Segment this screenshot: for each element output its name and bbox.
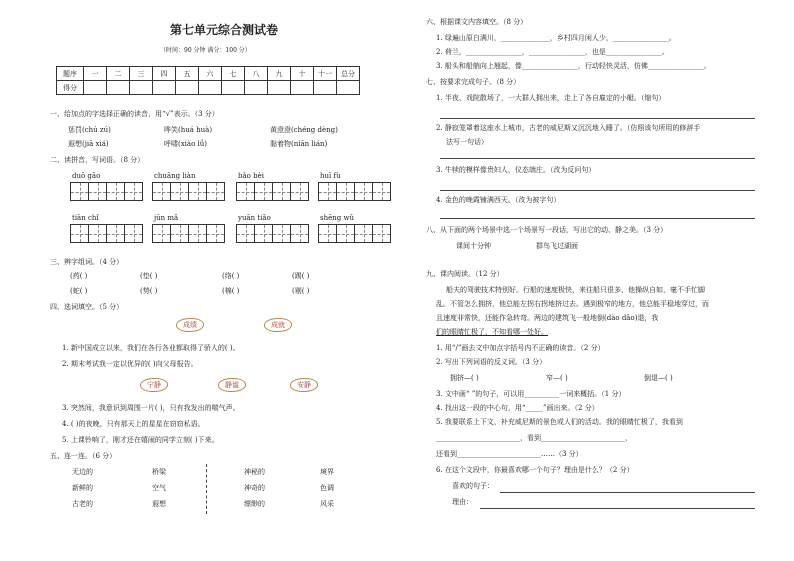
match-item[interactable]: 缥缈的 xyxy=(244,500,265,508)
writing-box[interactable] xyxy=(124,182,143,201)
match-item[interactable]: 色调 xyxy=(320,484,334,492)
pinyin-label: duō gāo xyxy=(72,172,101,180)
score-header-cell: 题序 xyxy=(57,67,84,81)
q8-heading: 八、从下面的两个场景中选一个场景写一段话，写出它的动、静之美。（3 分） xyxy=(426,226,668,234)
writing-box[interactable] xyxy=(236,224,255,243)
q9-line: 4. 找出这一段的中心句，用“_____”画出来。（2 分） xyxy=(436,404,599,412)
score-row-label: 得分 xyxy=(57,81,84,95)
q4-line: 1. 新中国成立以来，我们在各行各业都取得了骄人的( )。 xyxy=(62,344,240,352)
q7-heading: 七、按要求完成句子。（8 分） xyxy=(426,78,521,86)
word-option: 静谧 xyxy=(218,378,246,392)
passage-line: 们的眼睛忙极了，不知看哪一处好。 xyxy=(436,328,548,336)
writing-box[interactable] xyxy=(206,224,225,243)
pinyin-label: tiān chǐ xyxy=(72,214,99,222)
q3-item[interactable]: (棉( ) xyxy=(222,287,240,295)
score-header-cell: 七 xyxy=(222,67,245,81)
writing-box[interactable] xyxy=(290,182,309,201)
pinyin-label: bǎo bèi xyxy=(238,172,264,180)
q9-line: 1. 用“/”画去文中加点字括号内不正确的读音。（2 分） xyxy=(436,344,605,352)
antonym-blank[interactable]: 倒退—( ) xyxy=(644,374,673,382)
writing-box[interactable] xyxy=(318,182,337,201)
writing-box[interactable] xyxy=(206,182,225,201)
q1-item: 黄澄澄(chéng dèng) xyxy=(270,126,338,134)
q3-item[interactable]: (药( ) xyxy=(70,272,88,280)
scene-option: 群鸟飞过湖面 xyxy=(536,242,578,250)
q3-item[interactable]: (络( ) xyxy=(222,272,240,280)
word-option: 成就 xyxy=(264,318,292,332)
writing-grid[interactable] xyxy=(70,182,142,201)
passage-line: 且速度非常快，还能作急转弯。两边的建筑飞一般地倒(dào dǎo)退，我 xyxy=(436,314,659,322)
writing-box[interactable] xyxy=(354,224,373,243)
score-header-cell: 五 xyxy=(176,67,199,81)
writing-grid[interactable] xyxy=(152,224,224,243)
score-cell[interactable] xyxy=(153,81,176,95)
fav-sentence-label: 喜欢的句子： xyxy=(452,482,494,490)
word-option: 成绩 xyxy=(176,318,204,332)
score-table xyxy=(56,66,360,95)
q9-line: 还看到________________________……（3 分） xyxy=(436,450,583,458)
q9-line: 6. 在这个文段中，你最喜欢哪一个句子？理由是什么？（2 分） xyxy=(436,466,634,474)
score-cell[interactable] xyxy=(314,81,337,95)
passage-line: 乱。不管怎么拥挤，他总能左拐右拐地挤过去。遇到极窄的地方，他总能平稳地穿过，而 xyxy=(436,300,709,308)
pinyin-label: huī fù xyxy=(320,172,341,180)
match-item[interactable]: 神奇的 xyxy=(244,484,265,492)
writing-box[interactable] xyxy=(170,182,189,201)
writing-box[interactable] xyxy=(254,224,273,243)
answer-line[interactable] xyxy=(440,190,755,191)
answer-line[interactable] xyxy=(440,158,755,159)
pinyin-label: shēng wǔ xyxy=(320,214,354,222)
q1-item: 呼啸(xiào lǘ) xyxy=(164,140,208,148)
score-cell[interactable] xyxy=(176,81,199,95)
score-cell[interactable] xyxy=(291,81,314,95)
q2-heading: 二、读拼音，写词语。（8 分） xyxy=(50,156,145,164)
antonym-blank[interactable]: 窄—( ) xyxy=(546,374,568,382)
writing-box[interactable] xyxy=(372,182,391,201)
q4-line: 5. 上课铃响了，刚才还在嬉闹的同学立刻( )下来。 xyxy=(62,436,219,444)
score-cell[interactable] xyxy=(268,81,291,95)
q3-item[interactable]: (垫( ) xyxy=(140,272,158,280)
match-item[interactable]: 风采 xyxy=(320,500,334,508)
passage-line: 船夫的驾驶技术特别好。行船的速度极快，来往船只很多，他操纵自如，毫不手忙脚 xyxy=(446,286,705,294)
q6-line: 3. 船头和船艄向上翘起，像________________，行动轻快灵活，仿佛________________。 xyxy=(436,62,711,70)
q3-item[interactable]: (剔( ) xyxy=(292,287,310,295)
q9-line: ________________________，看到________________________， xyxy=(436,434,632,442)
score-header-cell: 九 xyxy=(268,67,291,81)
pinyin-label: jūn mǎ xyxy=(154,214,179,222)
writing-box[interactable] xyxy=(106,224,125,243)
q1-item: 遐想(jiā xiá) xyxy=(68,140,109,148)
q7-line: 3. 牛犊的模样像贵妇人，仪态端庄。（改为反问句） xyxy=(436,166,596,174)
match-item[interactable]: 神秘的 xyxy=(244,468,265,476)
q3-heading: 三、辨字组词。（4 分） xyxy=(50,258,124,266)
score-header-cell: 二 xyxy=(107,67,130,81)
writing-grid[interactable] xyxy=(236,182,308,201)
score-cell[interactable] xyxy=(130,81,153,95)
q9-line: 3. 文中画“ ”的句子，可以用__________一词来概括。（1 分） xyxy=(436,390,626,398)
score-header-cell: 三 xyxy=(130,67,153,81)
q3-item[interactable]: (蛇( ) xyxy=(70,287,88,295)
writing-box[interactable] xyxy=(318,224,337,243)
writing-box[interactable] xyxy=(236,182,255,201)
q1-item: 哗笑(huá huà) xyxy=(164,126,213,134)
match-item[interactable]: 无边的 xyxy=(72,468,93,476)
score-header-cell: 八 xyxy=(245,67,268,81)
writing-box[interactable] xyxy=(290,224,309,243)
writing-box[interactable] xyxy=(272,224,291,243)
q4-line: 3. 突然间，我意识到周围一片( )，只有我发出的喘气声。 xyxy=(62,404,240,412)
writing-box[interactable] xyxy=(152,224,171,243)
q6-heading: 六、根据课文内容填空。（8 分） xyxy=(426,18,528,26)
q4-line: 4. ( )的夜晚，只有那天上的星星在窃窃私语。 xyxy=(62,420,205,428)
score-header-cell: 四 xyxy=(153,67,176,81)
score-header-cell: 十 xyxy=(291,67,314,81)
writing-box[interactable] xyxy=(152,182,171,201)
score-header-cell: 一 xyxy=(84,67,107,81)
writing-grid[interactable] xyxy=(318,182,390,201)
score-header-cell: 总分 xyxy=(337,67,360,81)
q5-heading: 五、连一连。（6 分） xyxy=(50,452,117,460)
writing-box[interactable] xyxy=(70,182,89,201)
exam-info: （时间：90 分钟 满分：100 分） xyxy=(160,47,251,54)
page-title: 第七单元综合测试卷 xyxy=(170,23,279,37)
writing-grid[interactable] xyxy=(70,224,142,243)
writing-box[interactable] xyxy=(336,182,355,201)
writing-box[interactable] xyxy=(336,224,355,243)
q3-item[interactable]: (踢( ) xyxy=(292,272,310,280)
word-option: 安静 xyxy=(290,378,318,392)
q1-heading: 一、给加点的字选择正确的读音，用“√”表示。（3 分） xyxy=(50,110,219,118)
writing-box[interactable] xyxy=(354,182,373,201)
answer-line[interactable] xyxy=(480,508,755,509)
pinyin-label: yuān tiǎo xyxy=(238,214,271,222)
q7-line: 4. 金色的晚霞铺满西天。（改为被字句） xyxy=(436,196,561,204)
q4-line: 2. 期末考试我一定以优异的( )向父母报告。 xyxy=(62,360,198,368)
writing-grid[interactable] xyxy=(152,182,224,201)
writing-box[interactable] xyxy=(272,182,291,201)
divider xyxy=(206,464,207,514)
match-item[interactable]: 空气 xyxy=(152,484,166,492)
score-cell[interactable] xyxy=(107,81,130,95)
writing-box[interactable] xyxy=(70,224,89,243)
q9-line: 5. 我要联系上下文，补充威尼斯的景色或人们的活动。我的眼睛忙极了，我看到 xyxy=(436,418,683,426)
q7-line: 1. 半夜，戏院散场了，一大群人拥出来，走上了各自雇定的小艇。（缩句） xyxy=(436,94,666,102)
q9-line: 2. 写出下列词语的反义词。（3 分） xyxy=(436,358,547,366)
writing-box[interactable] xyxy=(188,182,207,201)
q7-line: 法写一句话） xyxy=(446,138,488,146)
score-header-cell: 六 xyxy=(199,67,222,81)
q9-heading: 九、课内阅读。（12 分） xyxy=(426,270,504,278)
word-option: 宁静 xyxy=(140,378,168,392)
scene-option: 课间十分钟 xyxy=(456,242,491,250)
writing-box[interactable] xyxy=(88,182,107,201)
q3-item[interactable]: (势( ) xyxy=(140,287,158,295)
match-item[interactable]: 古老的 xyxy=(72,500,93,508)
writing-grid[interactable] xyxy=(236,224,308,243)
match-item[interactable]: 新鲜的 xyxy=(72,484,93,492)
antonym-blank[interactable]: 拥挤—( ) xyxy=(450,374,479,382)
score-cell[interactable] xyxy=(84,81,107,95)
answer-line[interactable] xyxy=(440,118,755,119)
q6-line: 1. 绿遍山原白满川，______________，乡村四月闲人少，________________。 xyxy=(436,34,676,42)
score-cell[interactable] xyxy=(245,81,268,95)
score-cell[interactable] xyxy=(337,81,360,95)
writing-box[interactable] xyxy=(254,182,273,201)
q6-line: 2. 荷兰，________________，________________，也是________________。 xyxy=(436,48,669,56)
q4-heading: 四、选词填空。（5 分） xyxy=(50,303,124,311)
match-item[interactable]: 遐想 xyxy=(152,500,166,508)
match-item[interactable]: 境界 xyxy=(320,468,334,476)
writing-box[interactable] xyxy=(124,224,143,243)
writing-grid[interactable] xyxy=(318,224,390,243)
score-header-cell: 十一 xyxy=(314,67,337,81)
writing-box[interactable] xyxy=(170,224,189,243)
reason-label: 理由： xyxy=(452,498,473,506)
answer-line[interactable] xyxy=(440,218,755,219)
q7-line: 2. 静寂笼罩着这座水上城市，古老的威尼斯又沉沉地入睡了。（仿照该句所用的修辞手 xyxy=(436,124,701,132)
pinyin-label: chuāng liàn xyxy=(154,172,196,180)
score-cell[interactable] xyxy=(199,81,222,95)
q1-item: 惩罚(chú zú) xyxy=(68,126,111,134)
writing-box[interactable] xyxy=(372,224,391,243)
writing-box[interactable] xyxy=(188,224,207,243)
score-cell[interactable] xyxy=(222,81,245,95)
answer-line[interactable] xyxy=(500,492,755,493)
writing-box[interactable] xyxy=(106,182,125,201)
writing-box[interactable] xyxy=(88,224,107,243)
q1-item: 黏着物(niān lián) xyxy=(270,140,328,148)
match-item[interactable]: 桥梁 xyxy=(152,468,166,476)
